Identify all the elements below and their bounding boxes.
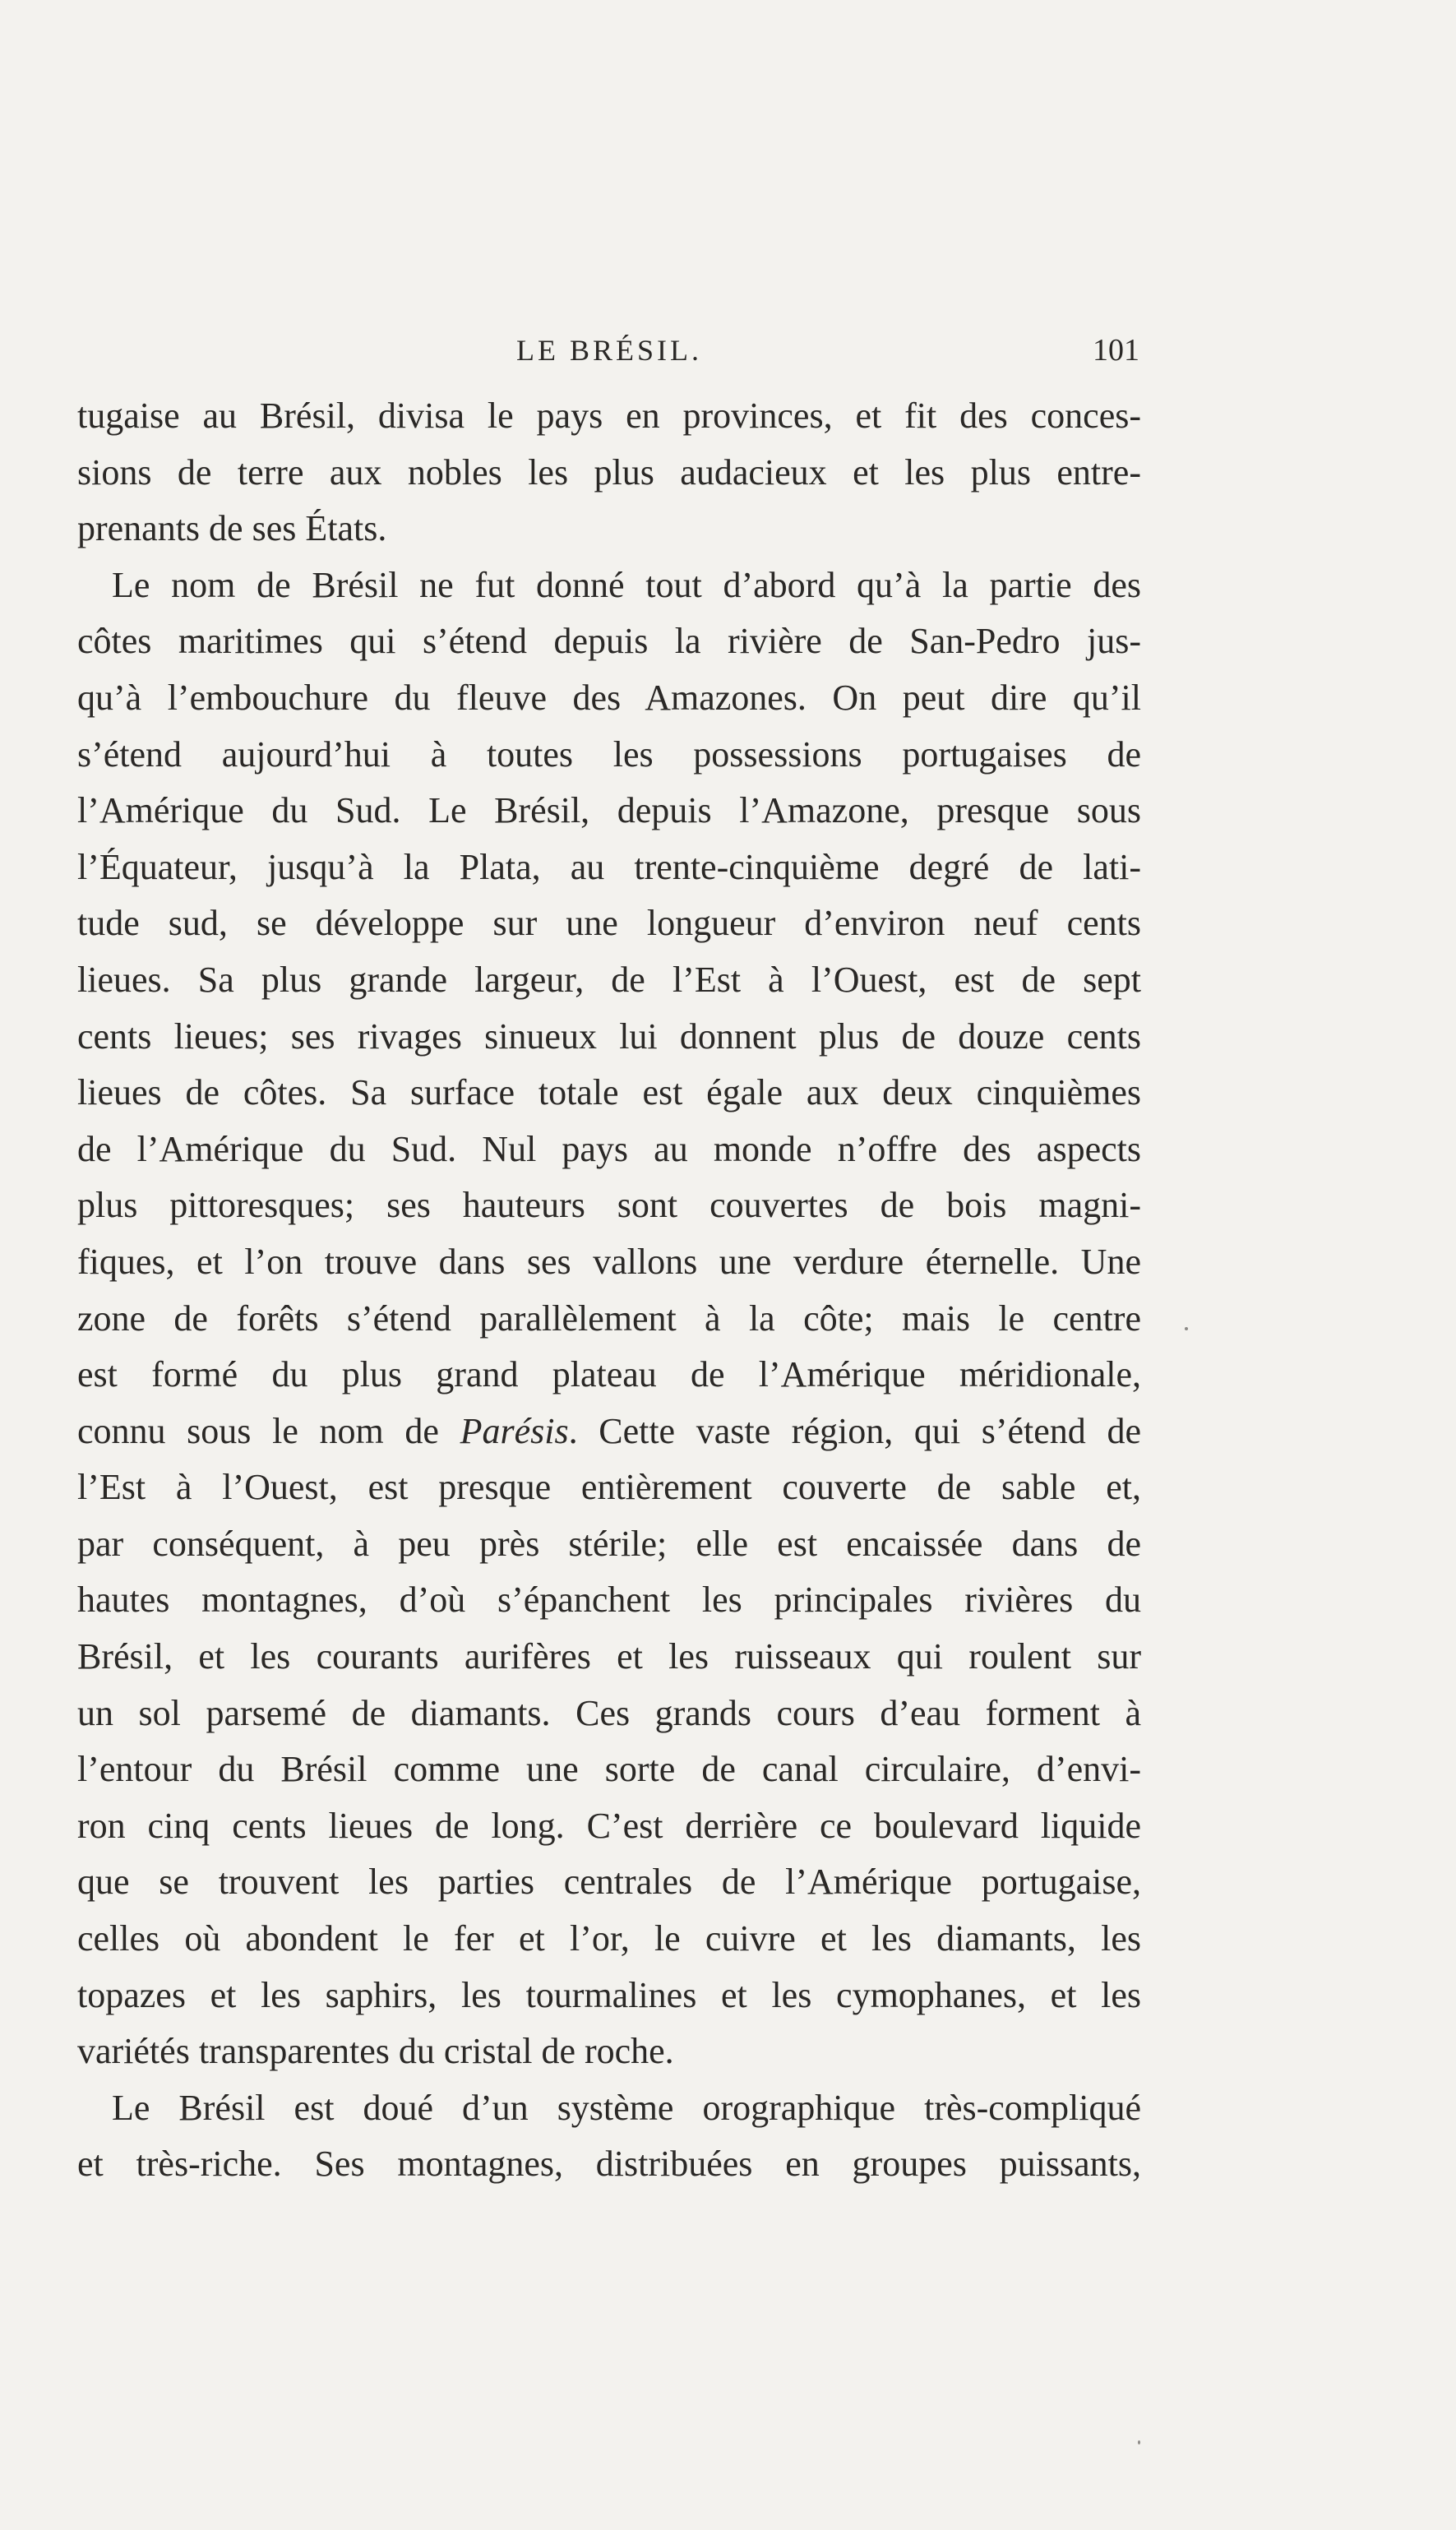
text-line: l’Est à l’Ouest, est presque entièrement couverte de sable et,: [77, 1467, 1141, 1508]
page-number: 101: [1093, 333, 1139, 368]
text-line: plus pittoresques; ses hauteurs sont couvertes de bois magni-: [77, 1185, 1141, 1226]
text-line: sions de terre aux nobles les plus audacieux et les plus entre-: [77, 451, 1141, 493]
text-line: ron cinq cents lieues de long. C’est derrière ce boulevard liquide: [77, 1805, 1141, 1846]
text-line: zone de forêts s’étend parallèlement à la côte; mais le centre: [77, 1297, 1141, 1339]
text-line: côtes maritimes qui s’étend depuis la rivière de San-Pedro jus-: [77, 621, 1141, 662]
text-line: Brésil, et les courants aurifères et les ruisseaux qui roulent sur: [77, 1636, 1141, 1677]
text-line: est formé du plus grand plateau de l’Amérique méridionale,: [77, 1354, 1141, 1395]
text-line: topazes et les saphirs, les tourmalines et les cymophanes, et les: [77, 1974, 1141, 2015]
text-line: tugaise au Brésil, divisa le pays en provinces, et fit des conces-: [77, 395, 1141, 436]
paper-speck: [1138, 2440, 1140, 2444]
text-line: variétés transparentes du cristal de roche.: [77, 2031, 674, 2072]
text-line: l’Équateur, jusqu’à la Plata, au trente-cinquième degré de lati-: [77, 846, 1141, 887]
text-line: un sol parsemé de diamants. Ces grands cours d’eau forment à: [77, 1692, 1141, 1733]
text-line: fiques, et l’on trouve dans ses vallons une verdure éternelle. Une: [77, 1241, 1141, 1282]
running-title: LE BRÉSIL.: [516, 334, 702, 367]
running-head: [79, 327, 1139, 373]
text-line: Le Brésil est doué d’un système orographique très-compliqué: [112, 2087, 1141, 2128]
text-line-with-italic: [77, 1404, 1141, 1460]
text-line: hautes montagnes, d’où s’épanchent les principales rivières du: [77, 1580, 1141, 1621]
paper-speck: [1185, 1327, 1188, 1330]
text-line: par conséquent, à peu près stérile; elle est encaissée dans de: [77, 1523, 1141, 1564]
text-line: tude sud, se développe sur une longueur d’environ neuf cents: [77, 903, 1141, 944]
body-text: [77, 388, 1141, 2193]
text-line: qu’à l’embouchure du fleuve des Amazones. On peut dire qu’il: [77, 677, 1141, 718]
text-line: que se trouvent les parties centrales de l’Amérique portugaise,: [77, 1862, 1141, 1903]
text-line: l’Amérique du Sud. Le Brésil, depuis l’Amazone, presque sous: [77, 790, 1141, 831]
text-line: de l’Amérique du Sud. Nul pays au monde n’offre des aspects: [77, 1128, 1141, 1169]
line-part: connu sous le nom de Parésis. Cette vaste région, qui s’étend de: [77, 1410, 1141, 1451]
text-line: celles où abondent le fer et l’or, le cuivre et les diamants, les: [77, 1918, 1141, 1959]
text-line: cents lieues; ses rivages sinueux lui donnent plus de douze cents: [77, 1015, 1141, 1057]
text-line: et très-riche. Ses montagnes, distribuées en groupes puissants,: [77, 2144, 1141, 2185]
text-line: Le nom de Brésil ne fut donné tout d’abord qu’à la partie des: [112, 564, 1141, 605]
text-line: prenants de ses États.: [77, 508, 387, 549]
text-line: lieues de côtes. Sa surface totale est égale aux deux cinquièmes: [77, 1072, 1141, 1113]
text-line: s’étend aujourd’hui à toutes les possessions portugaises de: [77, 733, 1141, 775]
text-line: lieues. Sa plus grande largeur, de l’Est à l’Ouest, est de sept: [77, 959, 1141, 1000]
italic-term: Parésis: [460, 1410, 569, 1451]
text-line: l’entour du Brésil comme une sorte de canal circulaire, d’envi-: [77, 1749, 1141, 1790]
